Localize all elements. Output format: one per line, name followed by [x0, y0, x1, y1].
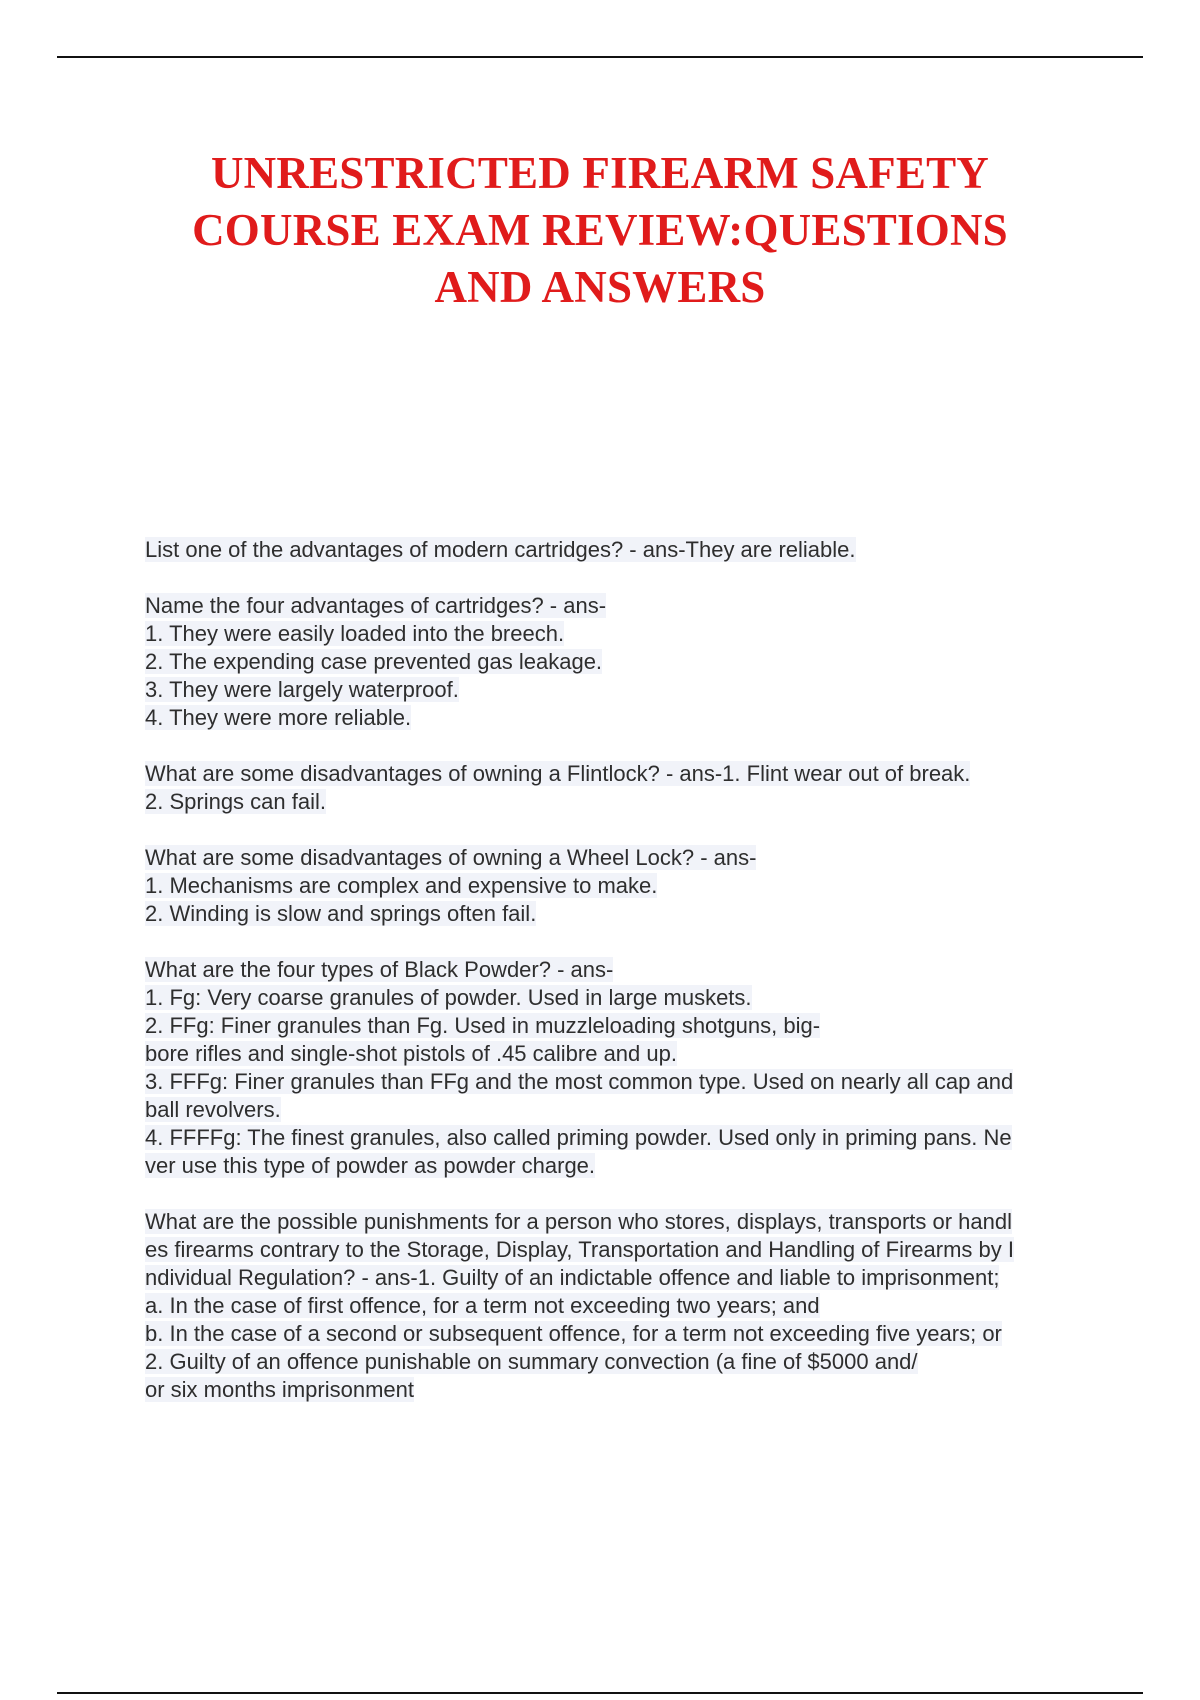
qa-line: es firearms contrary to the Storage, Display, Transportation and Handling of Firearms by I — [145, 1237, 1014, 1262]
qa-line: 2. Winding is slow and springs often fail. — [145, 901, 537, 926]
qa-line: 2. Guilty of an offence punishable on summary convection (a fine of $5000 and/ — [145, 1349, 918, 1374]
qa-line: a. In the case of first offence, for a term not exceeding two years; and — [145, 1293, 820, 1318]
qa-item — [145, 956, 1095, 1180]
qa-line: 2. Springs can fail. — [145, 789, 326, 814]
qa-line: 2. The expending case prevented gas leakage. — [145, 649, 603, 674]
qa-line: What are the four types of Black Powder? - ans- — [145, 957, 614, 982]
qa-line: 1. Fg: Very coarse granules of powder. Used in large muskets. — [145, 985, 752, 1010]
qa-line: 3. FFFg: Finer granules than FFg and the most common type. Used on nearly all cap and — [145, 1069, 1014, 1094]
qa-line: 3. They were largely waterproof. — [145, 677, 459, 702]
title-line: AND ANSWERS — [434, 262, 766, 312]
title-line: COURSE EXAM REVIEW:QUESTIONS — [192, 205, 1008, 255]
document-title — [100, 145, 1100, 316]
qa-line: 4. They were more reliable. — [145, 705, 412, 730]
qa-line: List one of the advantages of modern cartridges? - ans-They are reliable. — [145, 537, 856, 562]
qa-line: 4. FFFFg: The finest granules, also called priming powder. Used only in priming pans. Ne — [145, 1125, 1012, 1150]
qa-content — [145, 536, 1095, 1432]
qa-line: Name the four advantages of cartridges? - ans- — [145, 593, 607, 618]
qa-line: What are the possible punishments for a person who stores, displays, transports or handl — [145, 1209, 1013, 1234]
qa-item — [145, 536, 1095, 564]
qa-item — [145, 1208, 1095, 1404]
title-line: UNRESTRICTED FIREARM SAFETY — [210, 148, 989, 198]
qa-line: or six months imprisonment — [145, 1377, 414, 1402]
qa-line: ball revolvers. — [145, 1097, 281, 1122]
qa-line: 2. FFg: Finer granules than Fg. Used in muzzleloading shotguns, big- — [145, 1013, 821, 1038]
bottom-rule — [57, 1692, 1143, 1694]
qa-item — [145, 760, 1095, 816]
qa-line: 1. They were easily loaded into the breech. — [145, 621, 565, 646]
qa-line: bore rifles and single-shot pistols of .45 calibre and up. — [145, 1041, 677, 1066]
qa-line: ndividual Regulation? - ans-1. Guilty of an indictable offence and liable to imprisonment; — [145, 1265, 1000, 1290]
qa-line: 1. Mechanisms are complex and expensive to make. — [145, 873, 658, 898]
qa-line: ver use this type of powder as powder charge. — [145, 1153, 596, 1178]
qa-line: What are some disadvantages of owning a Wheel Lock? - ans- — [145, 845, 757, 870]
qa-item — [145, 844, 1095, 928]
top-rule — [57, 56, 1143, 58]
qa-item — [145, 592, 1095, 732]
qa-line: b. In the case of a second or subsequent offence, for a term not exceeding five years; or — [145, 1321, 1002, 1346]
qa-line: What are some disadvantages of owning a Flintlock? - ans-1. Flint wear out of break. — [145, 761, 971, 786]
